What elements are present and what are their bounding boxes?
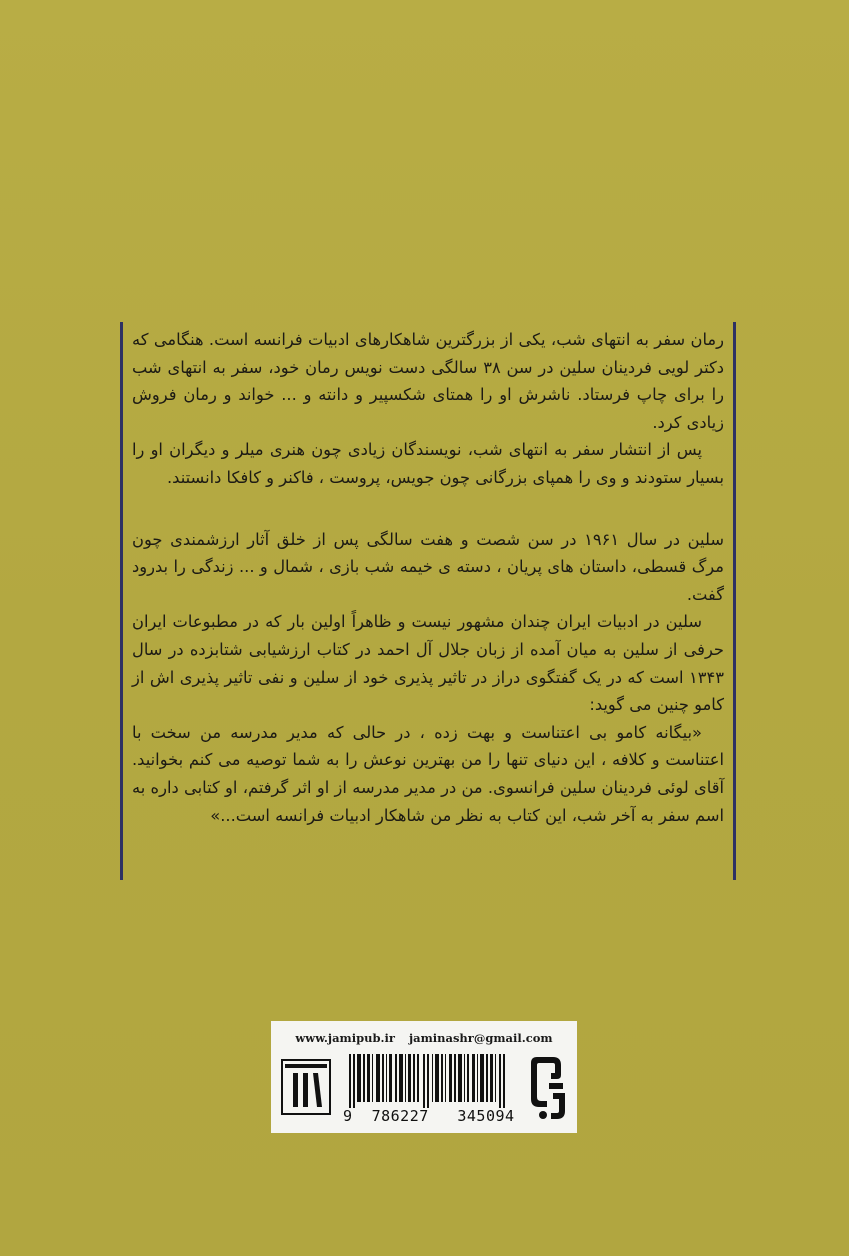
website-text: www.jamipub.ir xyxy=(295,1031,395,1045)
email-text: jaminashr@gmail.com xyxy=(408,1031,553,1045)
paragraph-quote: «بیگانه کامو بی اعتناست و بهت زده ، در حالی که مدیر مدرسه من سخت با اعتناست و کلافه ، این دنیای تنها را من بهترین نوعش را به شما توصیه می کنم بخوانید. آقای لوئی فردینان سلین فرانسوی. من در مدیر مدرسه از او اثر گرفتم، او کتابی داره به اسم سفر به آخر شب، این کتاب به نظر من شاهکار ادبیات فرانسه است...» xyxy=(132,722,724,825)
jami-logo-icon xyxy=(523,1053,571,1125)
blurb-text xyxy=(132,326,724,829)
isbn-barcode xyxy=(349,1054,509,1108)
paragraph-death: سلین در سال ۱۹۶۱ در سن شصت و هفت سالگی پس از خلق آثار ارزشمندی چون مرگ قسطی، داستان های پریان ، دسته ی خیمه شب بازی ، شمال و ... زندگی را بدرود گفت. xyxy=(132,529,724,604)
paragraph-intro: رمان سفر به انتهای شب، یکی از بزرگترین شاهکارهای ادبیات فرانسه است. هنگامی که دکتر لویی فردینان سلین در سن ۳۸ سالگی دست نویس رمان خود، سفر به انتهای شب را برای چاپ فرستاد. ناشرش او را همتای شکسپیر و دانته و ... خواند و رمان فروش زیادی کرد. xyxy=(132,330,724,432)
publisher-mark-icon xyxy=(281,1059,331,1115)
paragraph-iran: سلین در ادبیات ایران چندان مشهور نیست و ظاهراً اولین بار که در مطبوعات ایران حرفی از سلین به میان آمده از زبان جلال آل احمد در کتاب ارزشیابی شتابزده در سال ۱۳۴۳ است که در یک گفتگوی دراز در تاثیر پذیری خود از سلین و نفی تاثیر پذیری اش از کامو چنین می گوید: xyxy=(132,612,724,715)
barcode-card xyxy=(271,1021,577,1133)
isbn-digits: 9 786227 345094 xyxy=(343,1107,515,1125)
contact-line xyxy=(271,1031,577,1045)
left-vertical-rule xyxy=(120,322,123,880)
paragraph-reception: پس از انتشار سفر به انتهای شب، نویسندگان زیادی چون هنری میلر و دیگران او را بسیار ستودند و وی را همپای بزرگانی چون جویس، پروست ، فاکنر و کافکا دانستند. xyxy=(132,440,724,487)
right-vertical-rule xyxy=(733,322,736,880)
